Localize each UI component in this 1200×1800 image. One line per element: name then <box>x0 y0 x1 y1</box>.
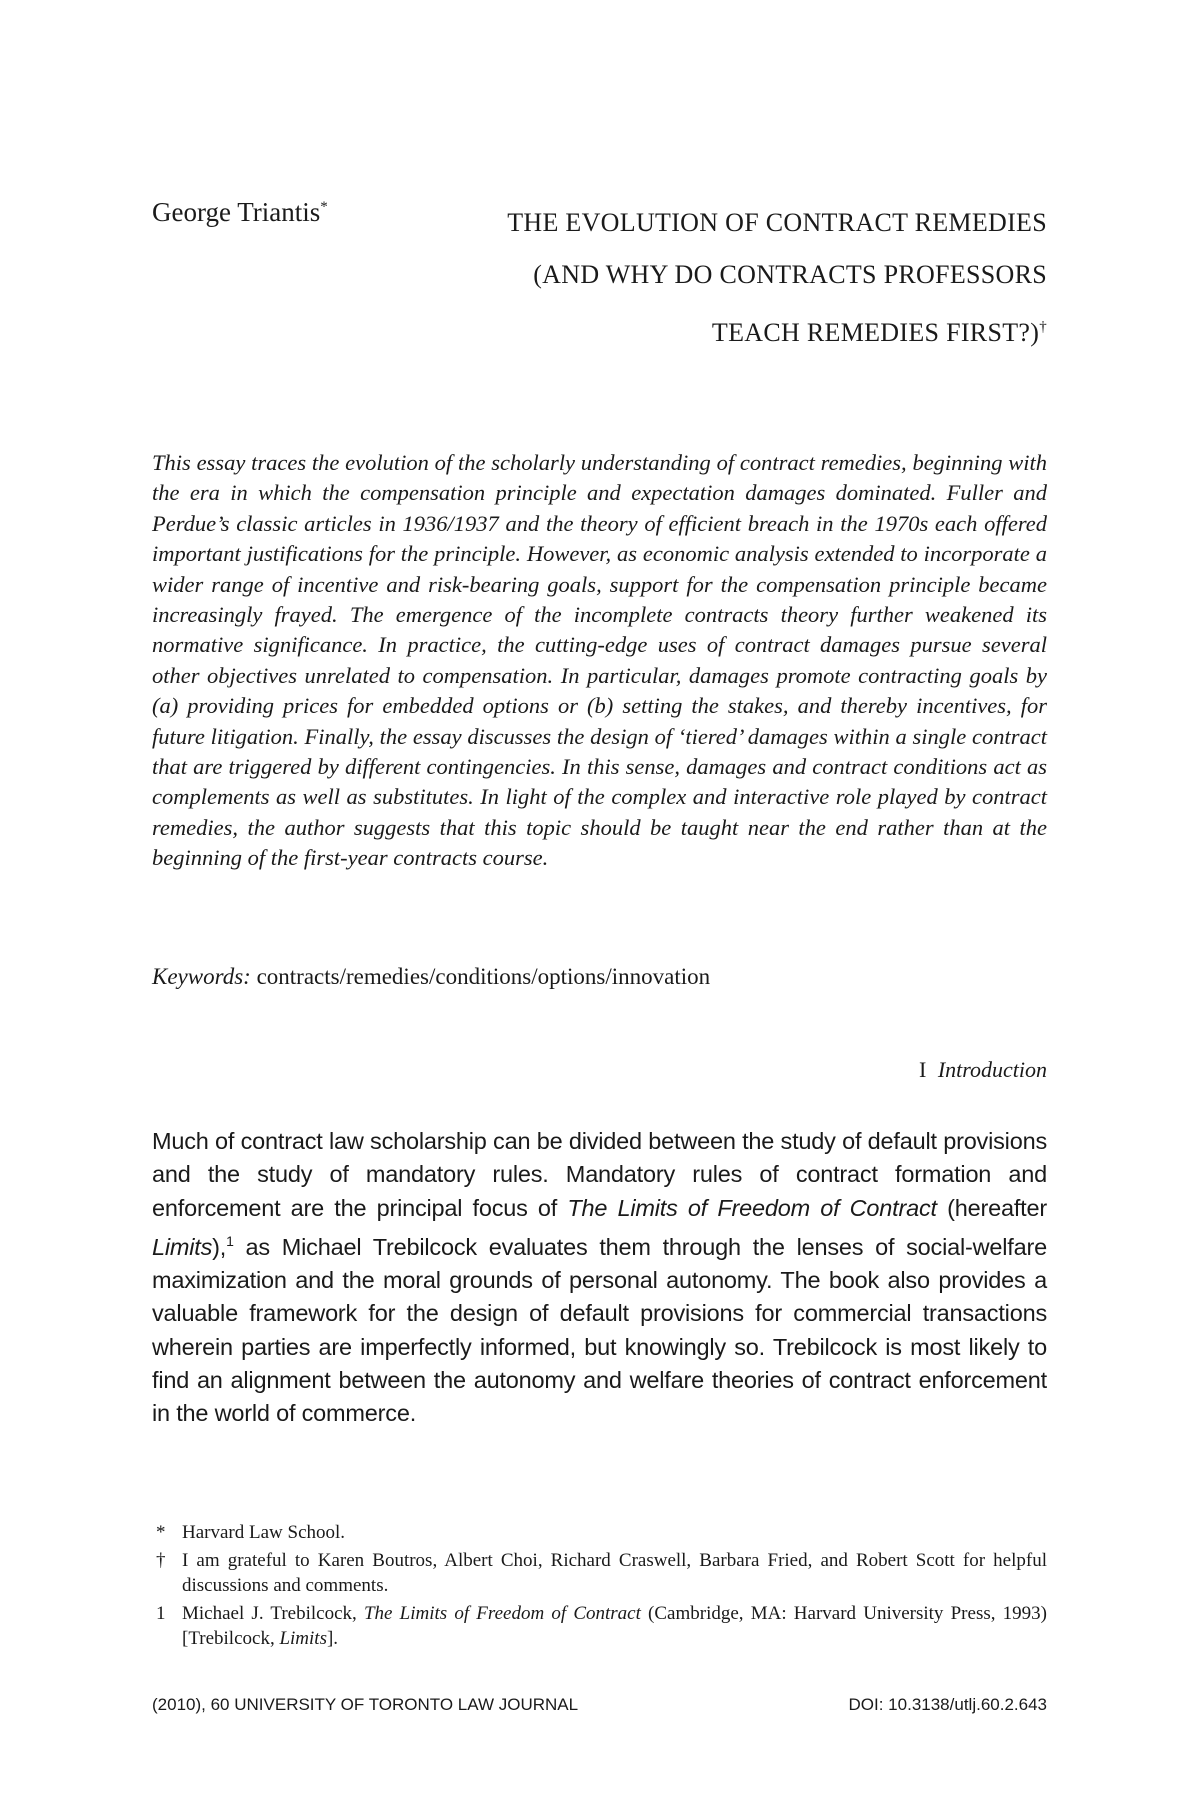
footnote-star-mark: * <box>156 1522 166 1543</box>
keywords-label: Keywords: <box>152 964 251 989</box>
keywords-value: contracts/remedies/conditions/options/innovation <box>256 964 711 989</box>
abstract: This essay traces the evolution of the scholarly understanding of contract remedies, beginning with the era in which the compensation principle and expectation damages dominated. Fuller and Perdue’s classic articles in 1936/1937 and the theory of efficient breach in the 1970s each offered important justifications for the principle. However, as economic analysis extended to incorporate a wider range of incentive and risk-bearing goals, support for the compensation principle became increasingly frayed. The emergence of the incomplete contracts theory further weakened its normative significance. In practice, the cutting-edge uses of contract damages pursue several other objectives unrelated to compensation. In particular, damages promote contracting goals by (a) providing prices for embedded options or (b) setting the stakes, and thereby incentives, for future litigation. Finally, the essay discusses the design of ‘tiered’ damages within a single contract that are triggered by different contingencies. In this sense, damages and contract conditions act as complements as well as substitutes. In light of the complex and interactive role played by contract remedies, the author suggests that this topic should be taught near the end rather than at the beginning of the first-year contracts course. <box>152 450 1047 871</box>
footnote-1 <box>152 1601 1047 1651</box>
footnote-ref-1[interactable]: 1 <box>226 1232 234 1249</box>
footer-doi[interactable]: DOI: 10.3138/utlj.60.2.643 <box>848 1695 1047 1714</box>
footnote-1-text-b: (Cambridge, MA: Harvard University Press, 1993) [Trebilcock, <box>182 1603 1047 1649</box>
footnote-1-book: The Limits of Freedom of Contract <box>363 1603 641 1624</box>
section-title: Introduction <box>937 1057 1047 1082</box>
page-footer <box>152 1695 1047 1715</box>
footnotes <box>152 1520 1047 1654</box>
keywords <box>152 964 710 990</box>
body-text-d: as Michael Trebilcock evaluates them through the lenses of social-welfare maximization and the moral grounds of personal autonomy. The book also provides a valuable framework for the design of default provisions for commercial transactions wherein parties are imperfectly informed, but knowingly so. Trebilcock is most likely to find an alignment between the autonomy and welfare theories of contract enforcement in the world of commerce. <box>152 1233 1047 1427</box>
author-name-text: George Triantis <box>152 197 321 227</box>
body-text-b: (hereafter <box>936 1194 1047 1221</box>
footnote-star-text: Harvard Law School. <box>182 1522 346 1543</box>
footnote-1-text-a: Michael J. Trebilcock, <box>182 1603 364 1624</box>
footnote-1-short: Limits <box>279 1628 327 1649</box>
body-text-a: Much of contract law scholarship can be divided between the study of default provisions and the study of mandatory rules. Mandatory rules of contract formation and enforcement are the principal focus of <box>152 1128 1047 1221</box>
body-book-title: The Limits of Freedom of Contract <box>567 1194 937 1221</box>
section-heading <box>919 1057 1047 1083</box>
section-number: I <box>918 1057 927 1082</box>
title-line-3-text: TEACH REMEDIES FIRST?) <box>711 318 1040 347</box>
footnote-dagger-text: I am grateful to Karen Boutros, Albert Choi, Richard Craswell, Barbara Fried, and Robert Scott for helpful discussions and comments. <box>182 1550 1047 1596</box>
footnote-1-mark: 1 <box>156 1603 166 1624</box>
title-line-2: (AND WHY DO CONTRACTS PROFESSORS <box>533 260 1047 289</box>
footnote-dagger-mark: † <box>156 1550 166 1571</box>
footnote-1-text-c: ]. <box>326 1628 339 1649</box>
title-line-3 <box>507 301 1047 359</box>
footer-citation: (2010), 60 <box>152 1695 230 1714</box>
body-paragraph <box>152 1125 1047 1431</box>
footer-journal: UNIVERSITY OF TORONTO LAW JOURNAL <box>234 1695 579 1714</box>
footnote-dagger <box>152 1548 1047 1598</box>
footnote-star <box>152 1520 1047 1545</box>
footer-left <box>152 1695 578 1715</box>
author-name <box>152 197 328 228</box>
author-note-mark[interactable]: * <box>320 199 328 215</box>
footnote-1-text <box>182 1601 1047 1651</box>
body-short-title: Limits <box>152 1233 213 1260</box>
title-line-1: THE EVOLUTION OF CONTRACT REMEDIES <box>507 208 1047 237</box>
article-title <box>507 197 1047 359</box>
title-note-mark[interactable]: † <box>1039 319 1047 335</box>
body-text-c: ), <box>212 1233 227 1260</box>
